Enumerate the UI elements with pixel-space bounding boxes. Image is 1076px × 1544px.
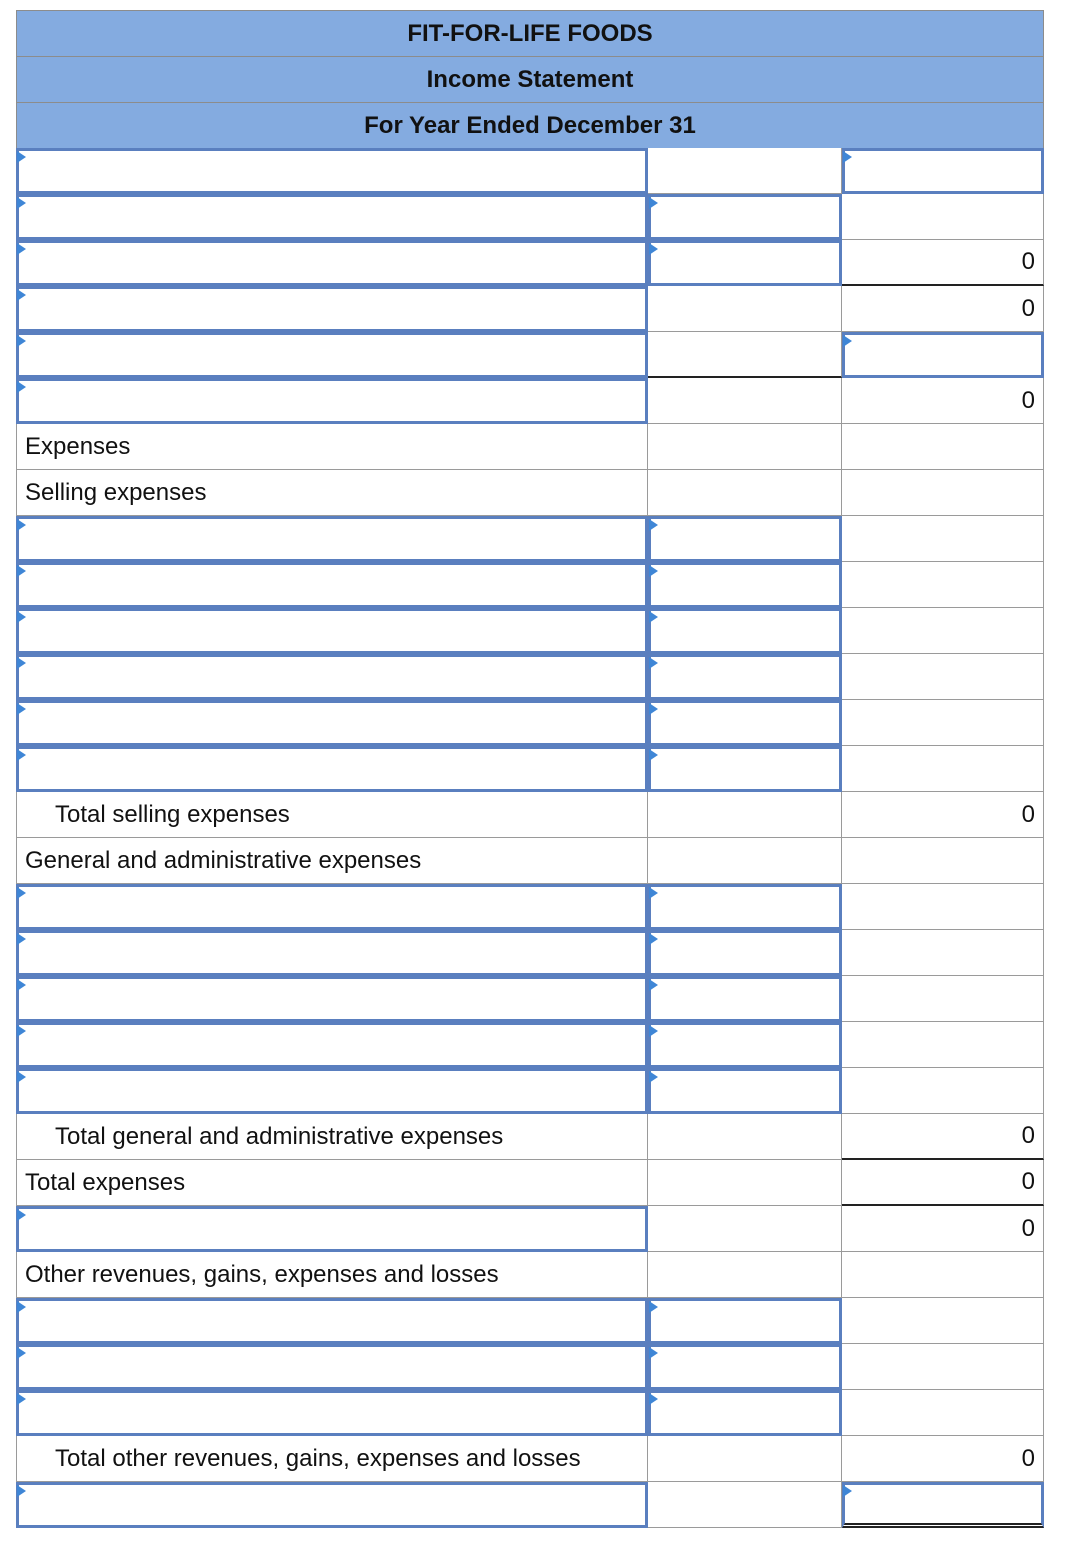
table-row <box>16 1298 1044 1344</box>
table-row <box>16 562 1044 608</box>
table-row <box>16 1390 1044 1436</box>
amount-cell <box>648 1114 842 1160</box>
table-row <box>16 194 1044 240</box>
account-dropdown[interactable] <box>16 194 648 240</box>
amount-input[interactable] <box>648 1022 842 1068</box>
other-label: Other revenues, gains, expenses and losses <box>16 1252 648 1298</box>
table-row <box>16 1436 1044 1482</box>
account-dropdown[interactable] <box>16 1022 648 1068</box>
selling-expenses-label: Selling expenses <box>16 470 648 516</box>
amount-input[interactable] <box>648 194 842 240</box>
table-row <box>16 1068 1044 1114</box>
table-row <box>16 746 1044 792</box>
table-row <box>16 700 1044 746</box>
total-cell <box>842 654 1044 700</box>
account-dropdown[interactable] <box>16 1206 648 1252</box>
total-cell <box>842 424 1044 470</box>
total-cell <box>842 746 1044 792</box>
total-cell <box>842 562 1044 608</box>
total-ga-value: 0 <box>842 1114 1044 1160</box>
total-cell <box>842 976 1044 1022</box>
total-cell <box>842 884 1044 930</box>
account-dropdown[interactable] <box>16 1390 648 1436</box>
account-dropdown[interactable] <box>16 608 648 654</box>
table-row <box>16 884 1044 930</box>
total-other-label: Total other revenues, gains, expenses and losses <box>16 1436 648 1482</box>
table-row <box>16 838 1044 884</box>
total-cell <box>842 930 1044 976</box>
amount-input[interactable] <box>648 1298 842 1344</box>
table-row <box>16 792 1044 838</box>
total-cell <box>842 838 1044 884</box>
table-row <box>16 1114 1044 1160</box>
total-cell <box>842 470 1044 516</box>
computed-total: 0 <box>842 286 1044 332</box>
table-row <box>16 1344 1044 1390</box>
amount-cell <box>648 838 842 884</box>
table-row <box>16 1482 1044 1528</box>
account-dropdown[interactable] <box>16 332 648 378</box>
total-cell <box>842 1252 1044 1298</box>
computed-total: 0 <box>842 240 1044 286</box>
account-dropdown[interactable] <box>16 976 648 1022</box>
account-dropdown[interactable] <box>16 1068 648 1114</box>
amount-cell <box>648 1482 842 1528</box>
account-dropdown[interactable] <box>16 884 648 930</box>
amount-cell <box>648 148 842 194</box>
table-row <box>16 470 1044 516</box>
amount-input[interactable] <box>648 884 842 930</box>
income-statement-table <box>16 10 1044 1528</box>
table-row <box>16 1160 1044 1206</box>
table-row <box>16 608 1044 654</box>
total-cell <box>842 1390 1044 1436</box>
amount-cell <box>648 332 842 378</box>
account-dropdown[interactable] <box>16 378 648 424</box>
account-dropdown[interactable] <box>16 700 648 746</box>
computed-total: 0 <box>842 378 1044 424</box>
account-dropdown[interactable] <box>16 240 648 286</box>
ga-expenses-label: General and administrative expenses <box>16 838 648 884</box>
statement-title: Income Statement <box>16 56 1044 102</box>
amount-input[interactable] <box>648 562 842 608</box>
total-cell <box>842 1022 1044 1068</box>
account-dropdown[interactable] <box>16 148 648 194</box>
amount-input[interactable] <box>648 240 842 286</box>
total-other-value: 0 <box>842 1436 1044 1482</box>
account-dropdown[interactable] <box>16 930 648 976</box>
account-dropdown[interactable] <box>16 746 648 792</box>
amount-cell <box>648 1252 842 1298</box>
table-row <box>16 654 1044 700</box>
table-row <box>16 1022 1044 1068</box>
account-dropdown[interactable] <box>16 562 648 608</box>
net-income-input[interactable] <box>842 1482 1044 1528</box>
account-dropdown[interactable] <box>16 1298 648 1344</box>
table-row <box>16 1206 1044 1252</box>
table-row <box>16 516 1044 562</box>
account-dropdown[interactable] <box>16 516 648 562</box>
amount-cell <box>648 1206 842 1252</box>
amount-cell <box>648 286 842 332</box>
amount-input[interactable] <box>648 608 842 654</box>
amount-cell <box>648 1436 842 1482</box>
amount-cell <box>648 470 842 516</box>
amount-input[interactable] <box>648 746 842 792</box>
account-dropdown[interactable] <box>16 1344 648 1390</box>
amount-input[interactable] <box>648 1390 842 1436</box>
total-cell <box>842 516 1044 562</box>
expenses-label: Expenses <box>16 424 648 470</box>
amount-input[interactable] <box>648 1344 842 1390</box>
amount-cell <box>648 792 842 838</box>
account-dropdown[interactable] <box>16 286 648 332</box>
total-expenses-label: Total expenses <box>16 1160 648 1206</box>
amount-cell <box>648 378 842 424</box>
company-name: FIT-FOR-LIFE FOODS <box>16 10 1044 56</box>
total-selling-label: Total selling expenses <box>16 792 648 838</box>
statement-period: For Year Ended December 31 <box>16 102 1044 148</box>
table-row <box>16 976 1044 1022</box>
table-row <box>16 424 1044 470</box>
table-row <box>16 240 1044 286</box>
total-cell <box>842 1298 1044 1344</box>
total-cell <box>842 608 1044 654</box>
amount-cell <box>648 1160 842 1206</box>
amount-input[interactable] <box>648 976 842 1022</box>
total-cell <box>842 700 1044 746</box>
amount-input[interactable] <box>648 516 842 562</box>
total-dropdown[interactable] <box>842 148 1044 194</box>
amount-cell <box>648 424 842 470</box>
table-row <box>16 286 1044 332</box>
total-selling-value: 0 <box>842 792 1044 838</box>
total-expenses-value: 0 <box>842 1160 1044 1206</box>
total-cell <box>842 194 1044 240</box>
table-row <box>16 332 1044 378</box>
table-row <box>16 930 1044 976</box>
table-row <box>16 1252 1044 1298</box>
amount-input[interactable] <box>648 654 842 700</box>
account-dropdown[interactable] <box>16 654 648 700</box>
total-dropdown[interactable] <box>842 332 1044 378</box>
amount-input[interactable] <box>648 700 842 746</box>
amount-input[interactable] <box>648 1068 842 1114</box>
table-row <box>16 148 1044 194</box>
amount-input[interactable] <box>648 930 842 976</box>
total-ga-label: Total general and administrative expenses <box>16 1114 648 1160</box>
table-row <box>16 378 1044 424</box>
total-cell <box>842 1068 1044 1114</box>
total-cell <box>842 1344 1044 1390</box>
account-dropdown[interactable] <box>16 1482 648 1528</box>
computed-total: 0 <box>842 1206 1044 1252</box>
